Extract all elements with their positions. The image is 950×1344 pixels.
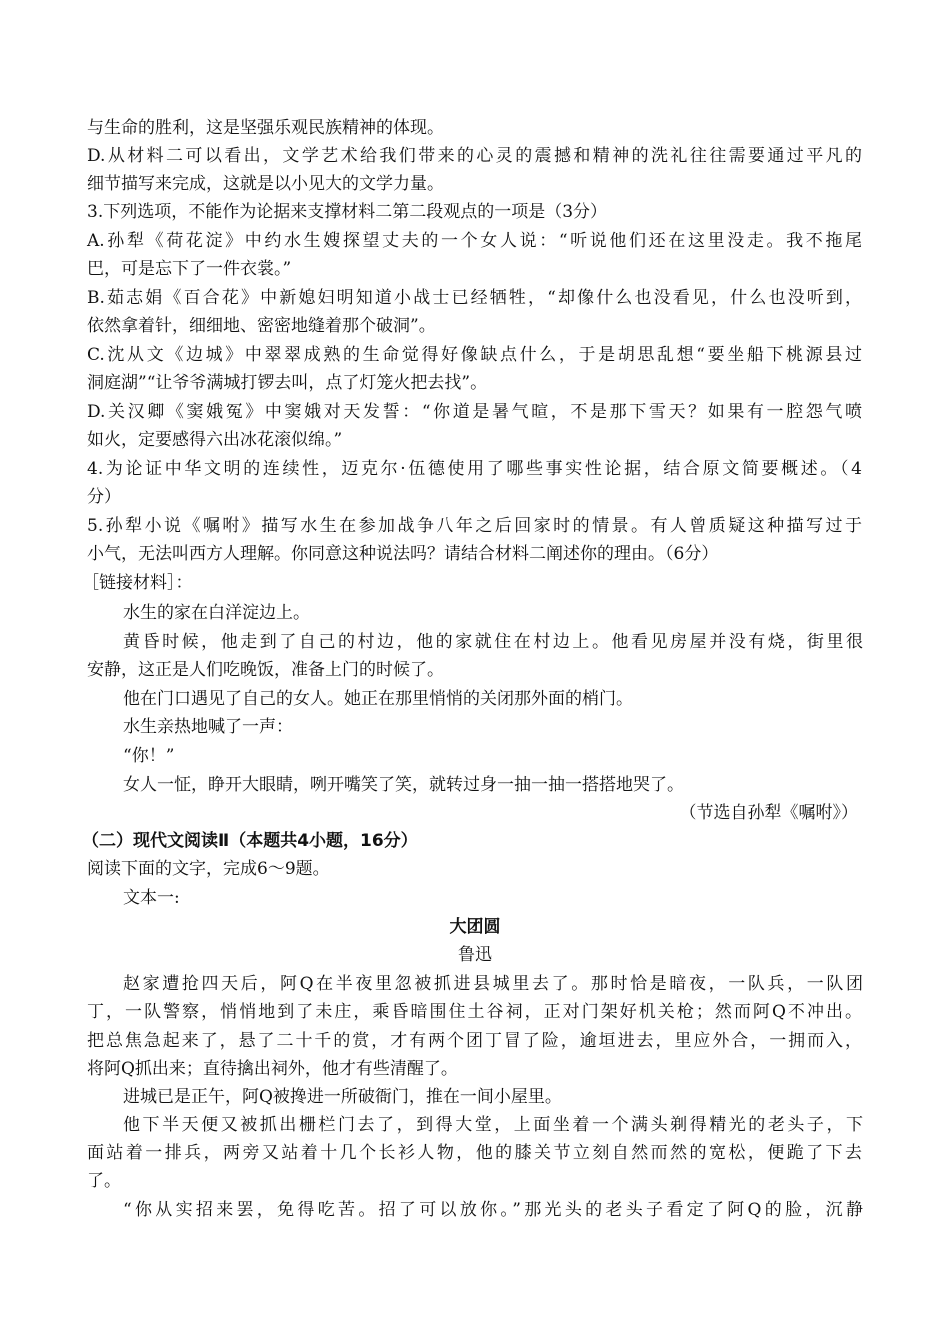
text-line: 细节描写来完成，这就是以小见大的文学力量。 [87, 174, 444, 194]
article-line: 丁，一队警察，悄悄地到了未庄，乘昏暗围住土谷祠，正对门架好机关枪；然而阿Q不冲出。 [87, 1002, 862, 1022]
text-line: 分） [87, 487, 121, 507]
instruction-line: 阅读下面的文字，完成6～9题。 [87, 859, 330, 879]
article-line: 他下半天便又被抓出栅栏门去了，到得大堂，上面坐着一个满头剃得精光的老头子，下 [123, 1115, 863, 1135]
text-one-label: 文本一: [123, 888, 180, 908]
excerpt-line: 水生的家在白洋淀边上。 [123, 603, 310, 623]
section-heading: （二）现代文阅读Ⅱ（本题共4小题，16分） [82, 831, 418, 851]
excerpt-line: 他在门口遇见了自己的女人。她正在那里悄悄的关闭那外面的梢门。 [123, 689, 633, 709]
link-material-heading: ［链接材料］： [82, 573, 193, 593]
article-title: 大团圆 [449, 917, 501, 937]
article-line: 面站着一排兵，两旁又站着十几个长衫人物，他的膝关节立刻自然而然的宽松，便跪了下去 [87, 1143, 862, 1163]
article-line: “你从实招来罢，免得吃苦。招了可以放你。”那光头的老头子看定了阿Q的脸，沉静 [123, 1200, 863, 1220]
text-line: 如火，定要感得六出冰花滚似绵。” [87, 430, 343, 450]
option-b-line: B.茹志娟《百合花》中新媳妇明知道小战士已经牺牲，“却像什么也没看见，什么也没听到， [87, 288, 862, 308]
text-line: 巴，可是忘下了一件衣裳。” [87, 259, 292, 279]
article-line: 把总焦急起来了，悬了二十千的赏，才有两个团丁冒了险，逾垣进去，里应外合，一拥而入， [87, 1031, 862, 1051]
article-line: 了。 [87, 1171, 121, 1191]
option-d-line: D.从材料二可以看出，文学艺术给我们带来的心灵的震撼和精神的洗礼往往需要通过平凡的 [87, 146, 862, 166]
article-line: 进城已是正午，阿Q被搀进一所破衙门，推在一间小屋里。 [123, 1087, 562, 1107]
question-3: 3.下列选项，不能作为论据来支撑材料二第二段观点的一项是（3分） [87, 202, 608, 222]
option-c-line: C.沈从文《边城》中翠翠成熟的生命觉得好像缺点什么，于是胡思乱想“要坐船下桃源县过 [87, 345, 862, 365]
text-line: 洞庭湖”“让爷爷满城打锣去叫，点了灯笼火把去找”。 [87, 373, 488, 393]
text-line: 小气，无法叫西方人理解。你同意这种说法吗？请结合材料二阐述你的理由。（6分） [87, 544, 719, 564]
excerpt-source: （节选自孙犁《嘱咐》） [679, 803, 858, 823]
text-line: 与生命的胜利，这是坚强乐观民族精神的体现。 [87, 118, 444, 138]
question-5: 5.孙犁小说《嘱咐》描写水生在参加战争八年之后回家时的情景。有人曾质疑这种描写过于 [87, 516, 862, 536]
excerpt-line: 女人一怔，睁开大眼睛，咧开嘴笑了笑，就转过身一抽一抽一搭搭地哭了。 [123, 775, 684, 795]
question-4: 4.为论证中华文明的连续性，迈克尔·伍德使用了哪些事实性论据，结合原文简要概述。（4 [87, 459, 862, 479]
option-a-line: A.孙犁《荷花淀》中约水生嫂探望丈夫的一个女人说：“听说他们还在这里没走。我不拖尾 [87, 231, 862, 251]
text-line: 依然拿着针，细细地、密密地缝着那个破洞”。 [87, 316, 436, 336]
article-line: 将阿Q抓出来；直待擒出祠外，他才有些清醒了。 [87, 1059, 458, 1079]
excerpt-line: 水生亲热地喊了一声： [123, 717, 293, 737]
article-author: 鲁迅 [458, 945, 492, 965]
excerpt-line: “你！” [123, 746, 175, 766]
article-line: 赵家遭抢四天后，阿Q在半夜里忽被抓进县城里去了。那时恰是暗夜，一队兵，一队团 [123, 974, 863, 994]
excerpt-line: 安静，这正是人们吃晚饭，准备上门的时候了。 [87, 660, 444, 680]
excerpt-line: 黄昏时候，他走到了自己的村边，他的家就住在村边上。他看见房屋并没有烧，街里很 [123, 632, 863, 652]
option-d-line: D.关汉卿《窦娥冤》中窦娥对天发誓：“你道是暑气暄，不是那下雪天？如果有一腔怨气喷 [87, 402, 862, 422]
